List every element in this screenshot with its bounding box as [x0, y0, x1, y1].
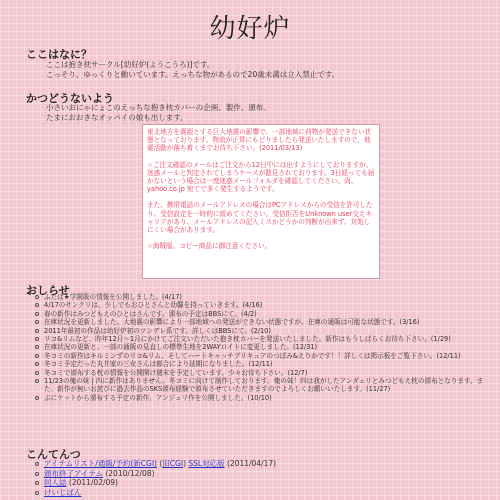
news-item: 在庫状況の更新と、一部の通販の見直しの標準生地を2WAYロイトに変更しました。(12/31) — [34, 343, 494, 351]
news-item: 冬コミで頒布する枕の情報を公開開け週末を予定しています。少々お待ち下さい。(12/7) — [34, 369, 494, 377]
item-list-link[interactable]: アイテムリスト/通販/予約(新CGI) — [44, 459, 157, 468]
old-cgi-link[interactable]: 旧CGI — [162, 459, 184, 468]
news-item: ふたば★学園販の情報を公開しました。(4/17) — [34, 293, 494, 301]
notice-box — [142, 124, 380, 279]
activity-heading: かつどうないよう — [26, 92, 114, 105]
news-item: 春の新作はみつどもえのひとはさんです。頒布の予定はBBSにて。(4/2) — [34, 310, 494, 318]
news-item: ぷにケットから頒布する予定の新作、アンジェリ作を公開しました。(10/10) — [34, 394, 494, 402]
news-item: 4/17のサンクリは、少しでもおひとさんと幼馨を持っていきます。(4/16) — [34, 301, 494, 309]
activity-body — [46, 103, 271, 122]
about-body — [46, 60, 339, 79]
doujinshi-link[interactable]: 同人誌 — [44, 478, 67, 487]
notice-mobile: また、携帯電話のメールアドレスの場合はPCアドレスからの受信を許可したり、受信設定を一時的に緩めてください。受信拒否をUnknown user交えキャリアがあり、メールアドレスの記入ミスかどうかの判断が出来ず、対処しにくい場合があります。 — [147, 201, 373, 235]
news-item: 冬コミ予定だった丸井家の三女さんは都合により延期になりました。(12/11) — [34, 360, 494, 368]
contents-heading: こんてんつ — [26, 448, 81, 461]
news-heading: おしらせ — [26, 284, 70, 297]
news-item: 11/23の俺の妹 | 四に新作はありません。冬コミに向けて制作しております。俺の妹！四は我がしたアンダェリとみつどもえ枕の頒布となります。また、新作が無いお詫びに過去作品のSKS頒布経験で頒布させていただきますのでよろしくお願いいたします。(11/27) — [34, 377, 494, 394]
contents-item-doujinshi — [34, 478, 494, 488]
contents-list — [34, 459, 494, 497]
notice-mail: ☆ご注文確認のメールはご注文から12日中には出すようにしておりますが、迷惑メールと判定されてしまうケースが散見されております。3日経っても届かないという場合は一度迷惑メールフォルダを確認してください。尚、yahoo.co.jp 宛てで多く発生するようです。 — [147, 160, 375, 194]
activity-line-2: たまにおおきなオッパイの娘も出します。 — [46, 112, 188, 122]
ssl-link[interactable]: SSL対応版 — [188, 459, 225, 468]
news-item: リコ&リムなど、昨年12月〜1月にかけてご注文いただいた抱き枕カバーを発送いたしました。新作はもうしばらくお待ち下さい。(1/29) — [34, 335, 494, 343]
finished-items-date: (2010/12/08) — [105, 468, 155, 478]
bbs-link[interactable]: けいじばん — [44, 487, 82, 497]
contents-item-items: アイテムリスト/通販/予約(新CGI) (旧CGI) SSL対応版 (2011/04/17) — [34, 459, 494, 469]
doujinshi-date: (2011/02/09) — [68, 478, 118, 487]
activity-line-1: 小さいおにゃにょこのえっちな抱き枕カバーの企画、製作、頒布。 — [46, 103, 271, 112]
notice-earthquake: 東北地方を震源とする巨大地震の影響で、一部地域に荷物が発送できない状態となっております。物流が正常にもどりましたら発送いたしますので、地震活動が落ち着くまでお待ち下さい。(2011/03/13) — [147, 128, 372, 153]
item-list-date: (2011/04/17) — [226, 459, 277, 468]
contents-item-bbs — [34, 488, 494, 498]
about-heading: ここはなに？ — [26, 48, 92, 61]
finished-items-link[interactable]: 頒布終了アイテム — [44, 468, 103, 478]
news-item: 2011年最初の作品は幼好炉初のツンデレ系です。詳しくはBBSにて。(2/10) — [34, 327, 494, 335]
news-item: 在庫状況を更新しました。大地震の影響により一部地域への発送ができない状態ですが、在庫の通販は可能な状態です。(3/16) — [34, 318, 494, 326]
news-item: 冬コミの新作はキルミンずのリコ&リム、そしてハートキャッチプリキュアのつぼみ&えりかです！！詳しくは掲示板をご覧下さい。(12/11) — [34, 352, 494, 360]
about-line-1: ここは抱き枕サークル[幼好炉(ようこうろ)]です。 — [46, 60, 215, 69]
page-title: 幼好炉 — [209, 14, 291, 44]
contents-item-finished — [34, 469, 494, 479]
about-line-2: こっそり、ゆっくりと動いています。えっちな物があるので20歳未満は立入禁止です。 — [46, 69, 340, 79]
notice-piracy: ☆海賊版、コピー商品に御注意ください。 — [147, 242, 272, 251]
news-list — [34, 293, 494, 402]
